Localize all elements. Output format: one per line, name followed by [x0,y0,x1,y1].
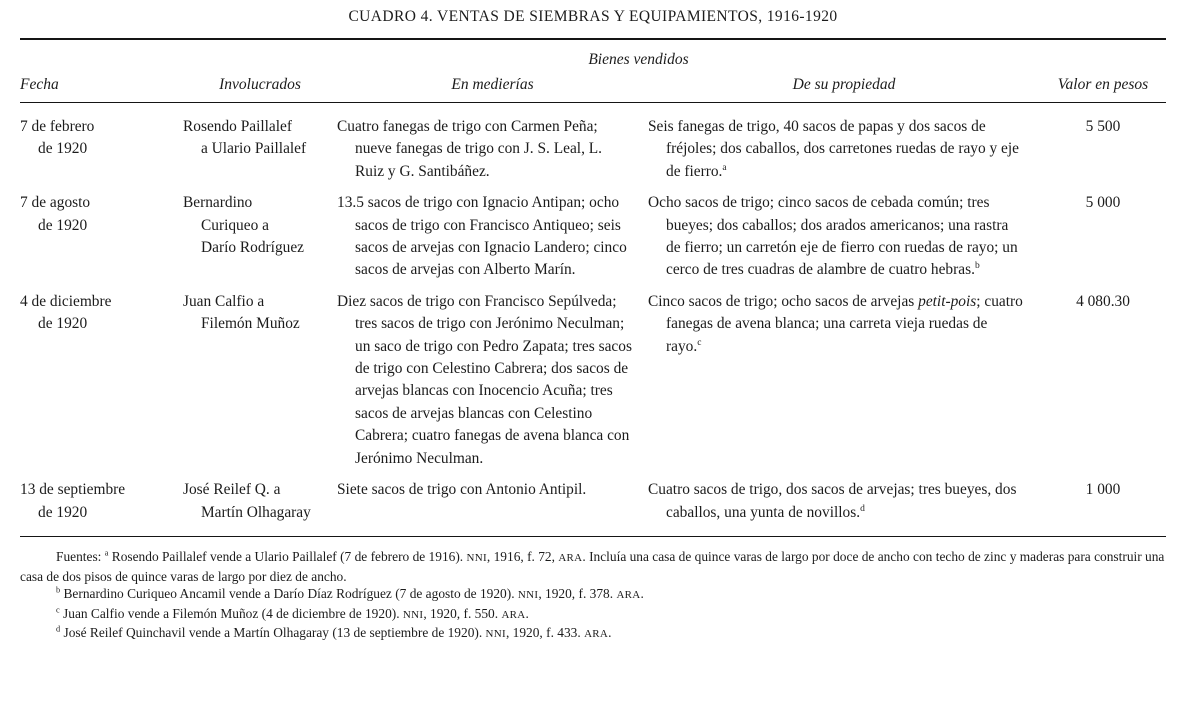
footnote: $^b$ Bernardino Curiqueo Ancamil vende a Darío Díaz Rodríguez (7 de agosto de 1920). NNI, 1920, f. 378. ARA. [56,585,644,602]
cell-en-medierias: Siete sacos de trigo con Antonio Antipil. [337,481,587,499]
cell-involucrados: José Reilef Q. a Martín Olhagaray [183,481,311,521]
group-header-bienes-vendidos: Bienes vendidos [588,51,689,68]
table-body [20,103,1166,536]
column-header-en-medierias: En medierías [451,76,534,93]
cell-de-su-propiedad: Ocho sacos de trigo; cinco sacos de cebada común; tres bueyes; dos caballos; dos arados americanos; una rastra de fierro; un carretón eje de fierro con ruedas de rayo; un cerco de tres cuadras de alambre de cuatro hebras.$^b$ [648,194,1018,279]
cell-valor: 4 080.30 [1076,292,1130,310]
cell-involucrados: Rosendo Paillalef a Ulario Paillalef [183,118,307,158]
table-row [20,116,1166,183]
cell-involucrados: Bernardino Curiqueo a Darío Rodríguez [183,194,304,257]
cell-involucrados: Juan Calfio a Filemón Muñoz [183,292,300,333]
footnote: Fuentes: $^a$ Rosendo Paillalef vende a Ulario Paillalef (7 de febrero de 1916). NNI, 1916, f. 72, ARA. Incluía una casa de quince varas de largo por doce de ancho con techo de zinc y maderas para construir una casa de dos pisos de quince varas de largo por diez de ancho. [20,548,1165,584]
cell-fecha: 4 de diciembre de 1920 [20,292,112,333]
table-title: CUADRO 4. VENTAS DE SIEMBRAS Y EQUIPAMIENTOS, 1916-1920 [348,8,838,25]
cell-de-su-propiedad: Cuatro sacos de trigo, dos sacos de arvejas; tres bueyes, dos caballos, una yunta de novillos.$^d$ [648,481,1017,521]
cell-valor: 1 000 [1085,481,1121,499]
column-header-fecha: Fecha [20,76,59,93]
cell-en-medierias: 13.5 sacos de trigo con Ignacio Antipan; ocho sacos de trigo con Francisco Antiqueo; seis sacos de arvejas con Ignacio Landero; cinco sacos de arvejas con Alberto Marín. [337,194,627,279]
column-header-valor-en-pesos: Valor en pesos [1057,76,1149,93]
footnote: $^d$ José Reilef Quinchavil vende a Martín Olhagaray (13 de septiembre de 1920). NNI, 1920, f. 433. ARA. [56,624,612,641]
table-header [20,40,1166,95]
cell-fecha: 7 de agosto de 1920 [20,194,91,234]
table-row [20,479,1166,524]
cell-valor: 5 500 [1085,118,1121,135]
cell-de-su-propiedad: Seis fanegas de trigo, 40 sacos de papas y dos sacos de fréjoles; dos caballos, dos carretones ruedas de rayo y eje de fierro.$^a$ [648,118,1019,180]
cell-de-su-propiedad: Cinco sacos de trigo; ocho sacos de arvejas petit-pois; cuatro fanegas de avena blanca; una carreta vieja ruedas de rayo.$^c$ [648,292,1023,355]
cell-fecha: 13 de septiembre de 1920 [20,481,126,521]
group-header-row [20,50,1166,75]
column-header-de-su-propiedad: De su propiedad [792,76,896,93]
cell-valor: 5 000 [1085,194,1121,212]
cell-en-medierias: Diez sacos de trigo con Francisco Sepúlveda; tres sacos de trigo con Jerónimo Neculman; un saco de trigo con Pedro Zapata; tres sacos de trigo con Celestino Cabrera; dos sacos de arvejas blancas con Inocencio Acuña; tres sacos de arvejas blancas con Celestino Cabrera; cuatro fanegas de avena blanca con Jerónimo Neculman. [337,292,632,467]
table-row [20,291,1166,470]
footnote: $^c$ Juan Calfio vende a Filemón Muñoz (4 de diciembre de 1920). NNI, 1920, f. 550. ARA. [56,605,529,621]
cell-en-medierias: Cuatro fanegas de trigo con Carmen Peña; nueve fanegas de trigo con J. S. Leal, L. Ruiz y G. Santibáñez. [337,118,603,180]
table-row [20,192,1166,282]
column-header-row [20,75,1166,95]
cell-fecha: 7 de febrero de 1920 [20,118,95,158]
column-header-involucrados: Involucrados [219,76,301,93]
footnotes [20,537,1166,644]
